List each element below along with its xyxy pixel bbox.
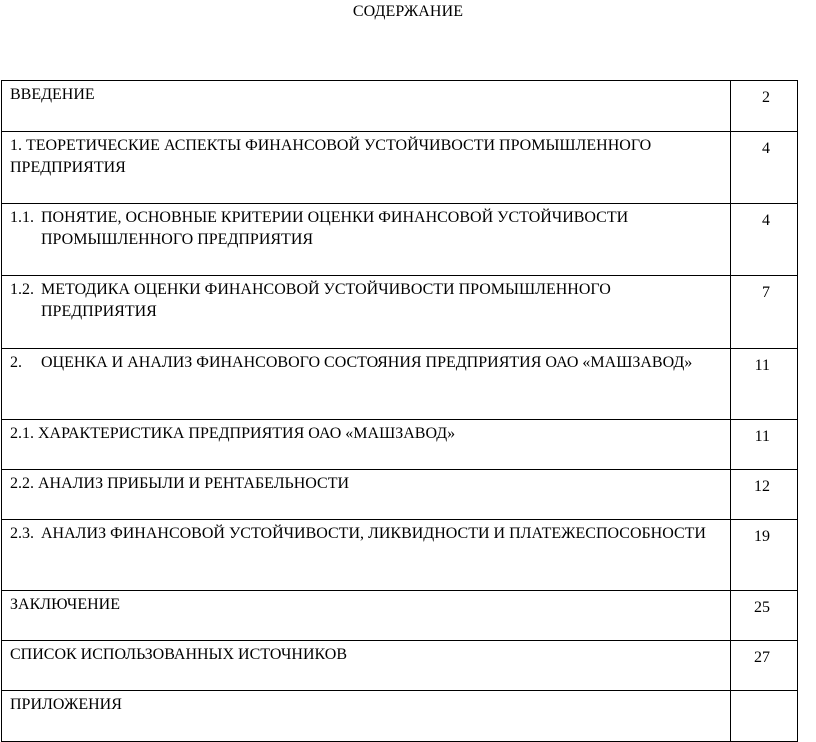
toc-row-section-2-1 (2, 420, 798, 470)
page-title: СОДЕРЖАНИЕ (352, 3, 464, 20)
toc-entry-cell (2, 420, 731, 470)
toc-entry (2, 276, 730, 323)
toc-row-section-2-3 (2, 520, 798, 591)
toc-entry-title: ПРИЛОЖЕНИЯ (10, 696, 122, 713)
toc-entry-title: 1. ТЕОРЕТИЧЕСКИЕ АСПЕКТЫ ФИНАНСОВОЙ УСТОЙЧИВОСТИ ПРОМЫШЛЕННОГО ПРЕДПРИЯТИЯ (10, 137, 652, 176)
toc-entry-cell (2, 691, 731, 742)
toc-page-number: 4 (731, 132, 798, 204)
toc-entry-cell (2, 81, 731, 132)
toc-entry-title: 2.2. АНАЛИЗ ПРИБЫЛИ И РЕНТАБЕЛЬНОСТИ (10, 475, 350, 492)
toc-entry-title: ПОНЯТИЕ, ОСНОВНЫЕ КРИТЕРИИ ОЦЕНКИ ФИНАНСОВОЙ УСТОЙЧИВОСТИ ПРОМЫШЛЕННОГО ПРЕДПРИЯТИЯ (41, 209, 629, 248)
toc-page-number: 11 (731, 349, 798, 420)
toc-entry-number: 2.3. (10, 525, 34, 542)
toc-page-number: 7 (731, 276, 798, 349)
toc-page-number: 27 (731, 641, 798, 691)
toc-page-number: 12 (731, 470, 798, 520)
toc-row-section-2-2 (2, 470, 798, 520)
toc-row-references (2, 641, 798, 691)
toc-entry-cell (2, 470, 731, 520)
toc-entry (2, 204, 730, 251)
toc-row-chapter-1 (2, 132, 798, 204)
toc-entry-cell (2, 641, 731, 691)
toc-entry-title: СПИСОК ИСПОЛЬЗОВАННЫХ ИСТОЧНИКОВ (10, 646, 348, 663)
toc-entry-cell (2, 520, 731, 591)
toc-page-number: 4 (731, 204, 798, 276)
toc-entry-title: МЕТОДИКА ОЦЕНКИ ФИНАНСОВОЙ УСТОЙЧИВОСТИ ПРОМЫШЛЕННОГО ПРЕДПРИЯТИЯ (41, 281, 611, 320)
toc-row-appendices (2, 691, 798, 742)
toc-page-number (731, 691, 798, 742)
toc-row-section-1-2 (2, 276, 798, 349)
toc-row-section-1-1 (2, 204, 798, 276)
toc-row-chapter-2 (2, 349, 798, 420)
toc-row-introduction (2, 81, 798, 132)
toc-entry-cell (2, 349, 731, 420)
toc-entry-title: ВВЕДЕНИЕ (10, 86, 95, 103)
toc-row-conclusion (2, 591, 798, 641)
toc-entry-title: АНАЛИЗ ФИНАНСОВОЙ УСТОЙЧИВОСТИ, ЛИКВИДНОСТИ И ПЛАТЕЖЕСПОСОБНОСТИ (41, 525, 706, 542)
toc-entry-number: 2. (10, 354, 22, 371)
toc-page-number: 25 (731, 591, 798, 641)
toc-entry-cell (2, 276, 731, 349)
toc-page-number: 2 (731, 81, 798, 132)
toc-entry-cell (2, 204, 731, 276)
toc-entry-title: 2.1. ХАРАКТЕРИСТИКА ПРЕДПРИЯТИЯ ОАО «МАШЗАВОД» (10, 425, 456, 442)
toc-entry-title: ОЦЕНКА И АНАЛИЗ ФИНАНСОВОГО СОСТОЯНИЯ ПРЕДПРИЯТИЯ ОАО «МАШЗАВОД» (41, 354, 693, 371)
toc-page-number: 19 (731, 520, 798, 591)
toc-entry-cell (2, 591, 731, 641)
toc-entry-number: 1.1. (10, 209, 34, 226)
table-of-contents (1, 80, 798, 742)
toc-page-number: 11 (731, 420, 798, 470)
toc-entry (2, 520, 730, 545)
toc-entry-title: ЗАКЛЮЧЕНИЕ (10, 596, 120, 613)
toc-entry-cell (2, 132, 731, 204)
toc-entry (2, 349, 730, 374)
toc-entry-number: 1.2. (10, 281, 34, 298)
